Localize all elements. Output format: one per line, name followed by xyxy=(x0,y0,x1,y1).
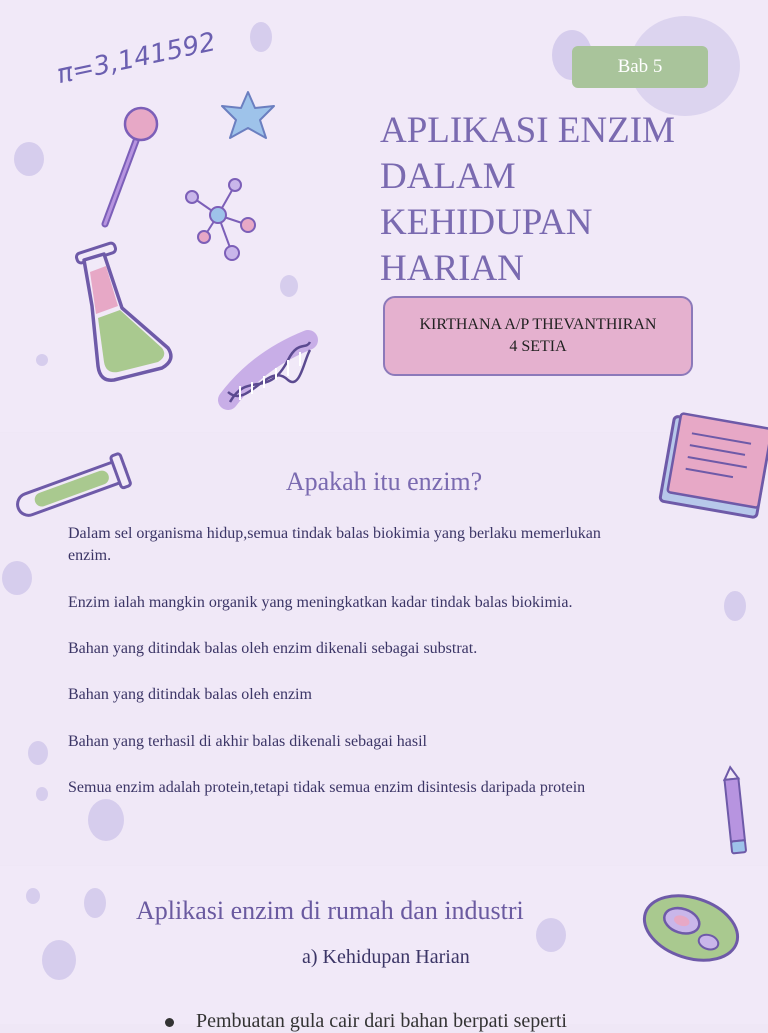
flask-icon xyxy=(68,244,188,389)
pi-formula-text xyxy=(50,14,219,91)
paragraph: Semua enzim adalah protein,tetapi tidak semua enzim disintesis daripada protein xyxy=(68,779,586,796)
title-line: KEHIDUPAN xyxy=(380,202,593,243)
star-icon xyxy=(218,88,278,144)
decor-blob xyxy=(536,918,566,952)
molecule-icon xyxy=(180,175,270,265)
decor-blob xyxy=(36,787,48,801)
section-title: Aplikasi enzim di rumah dan industri xyxy=(136,896,524,925)
author-box xyxy=(383,296,693,376)
title-slide xyxy=(0,0,768,432)
paragraph: Dalam sel organisma hidup,semua tindak balas biokimia yang berlaku memerlukan enzim. xyxy=(68,525,601,564)
application-slide xyxy=(0,866,768,1032)
decor-blob xyxy=(724,591,746,621)
page-title xyxy=(380,108,740,292)
paragraph: Bahan yang ditindak balas oleh enzim dikenali sebagai substrat. xyxy=(68,640,478,657)
pencil-icon xyxy=(718,767,752,859)
pipette-icon xyxy=(95,100,165,230)
section-title: Apakah itu enzim? xyxy=(285,467,483,496)
decor-blob xyxy=(26,888,40,904)
decor-blob xyxy=(28,741,48,765)
decor-blob xyxy=(42,940,76,980)
cell-icon xyxy=(636,886,746,970)
decor-blob xyxy=(250,22,272,52)
decor-blob xyxy=(14,142,44,176)
title-line: HARIAN xyxy=(380,248,524,289)
paragraph: Bahan yang terhasil di akhir balas dikenali sebagai hasil xyxy=(68,733,427,750)
section-subtitle: a) Kehidupan Harian xyxy=(302,946,470,968)
decor-blob xyxy=(84,888,106,918)
title-line: DALAM xyxy=(380,156,516,197)
class-name: 4 SETIA xyxy=(509,338,567,355)
dna-icon xyxy=(218,330,318,420)
list-item xyxy=(165,1010,567,1033)
chapter-badge: Bab 5 xyxy=(572,46,708,88)
list-item-text: Pembuatan gula cair dari bahan berpati seperti xyxy=(196,1010,567,1032)
decor-blob xyxy=(36,354,48,366)
bullet-dot xyxy=(165,1018,174,1027)
svg-text:π=3,141592: π=3,141592 xyxy=(54,27,219,91)
paragraph: Bahan yang ditindak balas oleh enzim xyxy=(68,686,312,703)
author-name: KIRTHANA A/P THEVANTHIRAN xyxy=(419,316,657,333)
decor-blob xyxy=(88,799,124,841)
definition-slide xyxy=(0,433,768,865)
paragraph: Enzim ialah mangkin organik yang meningkatkan kadar tindak balas biokimia. xyxy=(68,594,573,611)
decor-blob xyxy=(2,561,32,595)
decor-blob xyxy=(280,275,298,297)
title-line: APLIKASI ENZIM xyxy=(380,110,675,151)
